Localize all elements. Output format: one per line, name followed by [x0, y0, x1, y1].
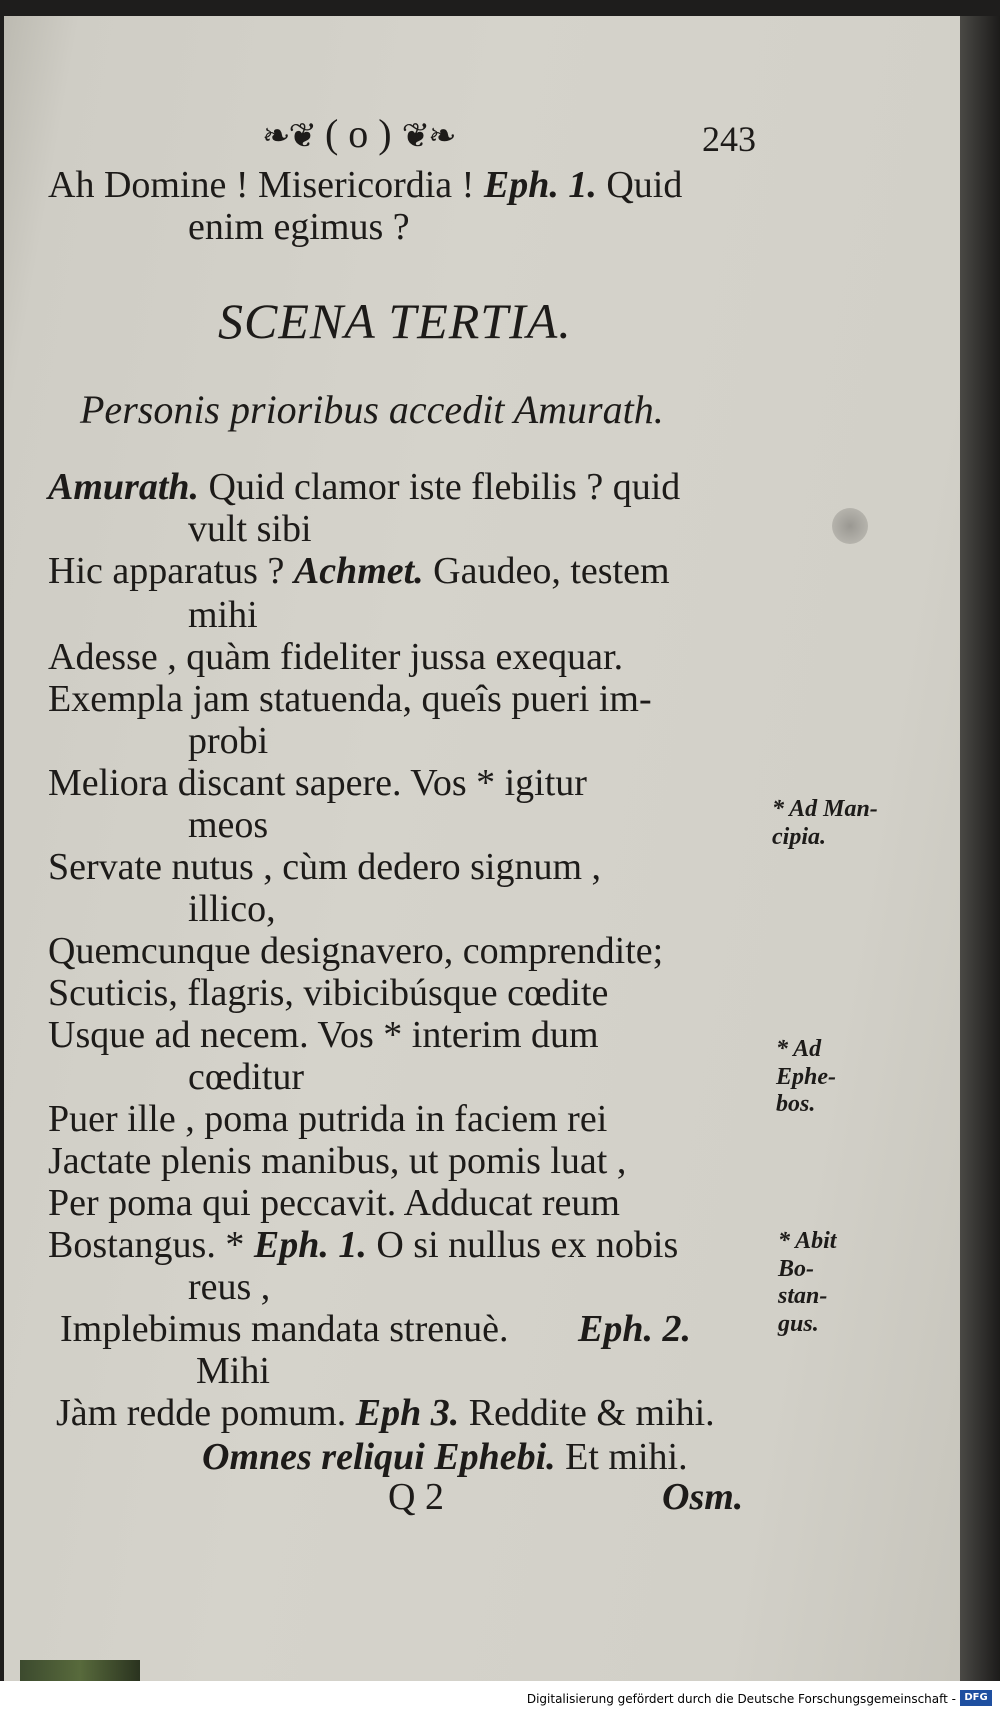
text-line: Meliora discant sapere. Vos * igitur — [48, 762, 587, 804]
text-line: Implebimus mandata strenuè. Eph. 2. — [60, 1308, 691, 1350]
paper-stain — [832, 508, 868, 544]
text-line: cœditur — [188, 1056, 305, 1098]
text-line: Puer ille , poma putrida in faciem rei — [48, 1098, 608, 1140]
ornament-right-icon: ❦❧ — [401, 118, 455, 155]
header-mark: ( o ) — [324, 111, 392, 156]
text-line: Ah Domine ! Misericordia ! Eph. 1. Quid — [48, 164, 683, 206]
text-line: Hic apparatus ? Achmet. Gaudeo, testem — [48, 550, 670, 592]
text-line: Per poma qui peccavit. Adducat reum — [48, 1182, 620, 1224]
page-header — [262, 110, 455, 157]
text-line: Mihi — [196, 1350, 270, 1392]
scene-heading: SCENA TERTIA. — [218, 293, 572, 349]
text-line: Exempla jam statuenda, queîs pueri im- — [48, 678, 652, 720]
text-line: reus , — [188, 1266, 271, 1308]
signature-mark: Q 2 — [388, 1476, 444, 1518]
text-line: illico, — [188, 888, 276, 930]
scene-direction: Personis prioribus accedit Amurath. — [80, 387, 664, 432]
text-line: Amurath. Quid clamor iste flebilis ? quid — [48, 466, 681, 508]
binding-cord — [20, 1660, 140, 1682]
text-line: probi — [188, 720, 269, 762]
text-line: Scuticis, flagris, vibicibúsque cœdite — [48, 972, 609, 1014]
text-line: Jàm redde pomum. Eph 3. Reddite & mihi. — [56, 1392, 715, 1434]
margin-note: * Abit Bo- stan- gus. — [778, 1228, 837, 1337]
text-line: vult sibi — [188, 508, 312, 550]
text-line: mihi — [188, 594, 258, 636]
text-line: Usque ad necem. Vos * interim dum — [48, 1014, 599, 1056]
text-line: Omnes reliqui Ephebi. Et mihi. — [202, 1436, 688, 1478]
footer-credit: Digitalisierung gefördert durch die Deutsche Forschungsgemeinschaft - — [526, 1692, 956, 1706]
page-number: 243 — [702, 119, 756, 159]
page-edge — [960, 16, 1000, 1681]
text-line: Quemcunque designavero, comprendite; — [48, 930, 664, 972]
text-line: enim egimus ? — [188, 206, 410, 248]
margin-note: * Ad Ephe- bos. — [776, 1036, 836, 1118]
text-line: meos — [188, 804, 269, 846]
text-line: Adesse , quàm fideliter jussa exequar. — [48, 636, 624, 678]
dfg-logo[interactable]: DFG — [960, 1690, 992, 1706]
text-line: Bostangus. * Eph. 1. O si nullus ex nobis — [48, 1224, 679, 1266]
margin-note: * Ad Man- cipia. — [772, 796, 878, 850]
text-line: Servate nutus , cùm dedero signum , — [48, 846, 602, 888]
catchword: Osm. — [662, 1476, 744, 1518]
text-line: Jactate plenis manibus, ut pomis luat , — [48, 1140, 627, 1182]
ornament-left-icon: ❧❦ — [262, 118, 315, 155]
